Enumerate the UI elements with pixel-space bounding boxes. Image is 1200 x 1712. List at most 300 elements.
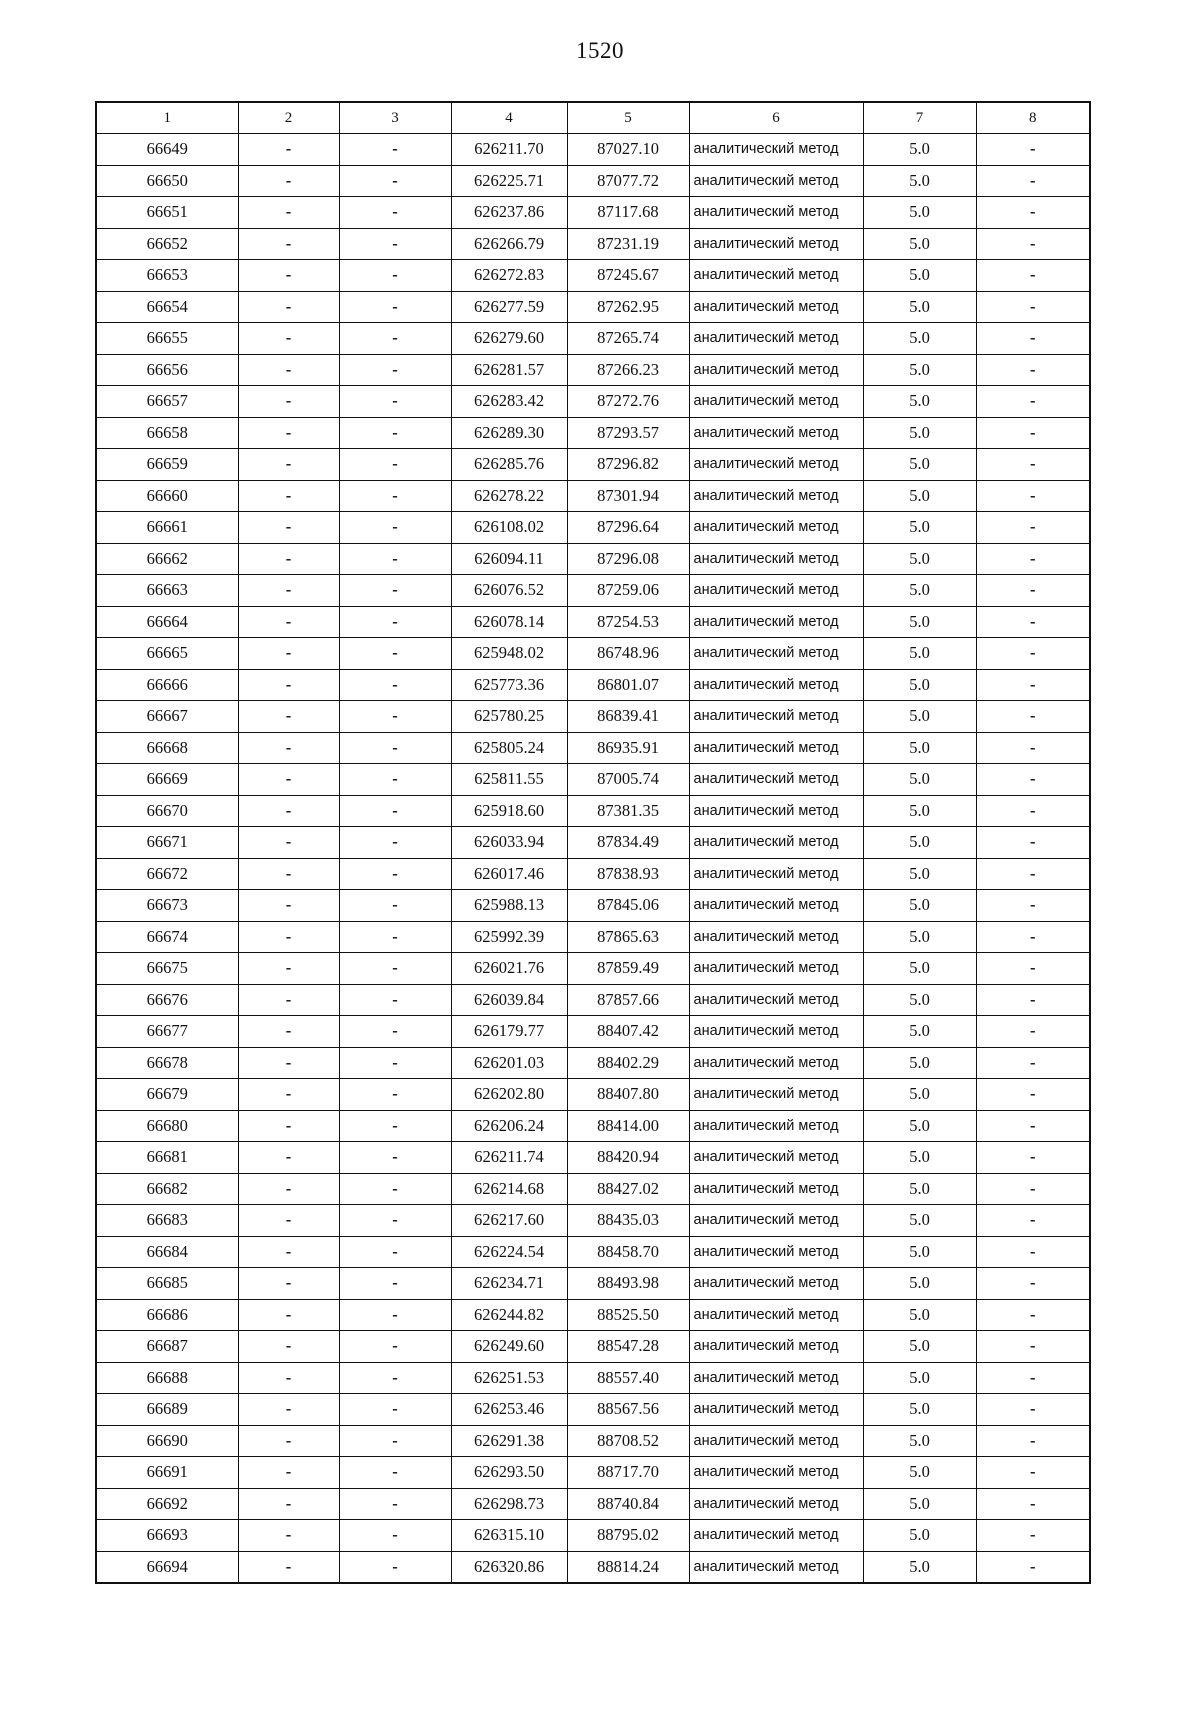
col8-cell: - <box>976 795 1090 827</box>
col8-cell: - <box>976 1394 1090 1426</box>
accuracy-cell: 5.0 <box>863 575 976 607</box>
table-row <box>96 606 1090 638</box>
y-coordinate-cell: 87381.35 <box>567 795 689 827</box>
table-row <box>96 354 1090 386</box>
accuracy-cell: 5.0 <box>863 543 976 575</box>
method-cell: аналитический метод <box>689 354 863 386</box>
method-cell: аналитический метод <box>689 1551 863 1583</box>
x-coordinate-cell: 626224.54 <box>451 1236 567 1268</box>
point-number-cell: 66683 <box>96 1205 238 1237</box>
accuracy-cell: 5.0 <box>863 1457 976 1489</box>
col3-cell: - <box>339 795 451 827</box>
method-cell: аналитический метод <box>689 1236 863 1268</box>
table-row <box>96 291 1090 323</box>
method-cell: аналитический метод <box>689 575 863 607</box>
y-coordinate-cell: 88814.24 <box>567 1551 689 1583</box>
accuracy-cell: 5.0 <box>863 890 976 922</box>
col3-cell: - <box>339 512 451 544</box>
method-cell: аналитический метод <box>689 1520 863 1552</box>
col8-cell: - <box>976 1268 1090 1300</box>
point-number-cell: 66675 <box>96 953 238 985</box>
y-coordinate-cell: 88402.29 <box>567 1047 689 1079</box>
col3-cell: - <box>339 1142 451 1174</box>
point-number-cell: 66670 <box>96 795 238 827</box>
col8-cell: - <box>976 1173 1090 1205</box>
method-cell: аналитический метод <box>689 1142 863 1174</box>
point-number-cell: 66669 <box>96 764 238 796</box>
x-coordinate-cell: 626272.83 <box>451 260 567 292</box>
y-coordinate-cell: 87301.94 <box>567 480 689 512</box>
x-coordinate-cell: 625988.13 <box>451 890 567 922</box>
accuracy-cell: 5.0 <box>863 1016 976 1048</box>
y-coordinate-cell: 87859.49 <box>567 953 689 985</box>
y-coordinate-cell: 87838.93 <box>567 858 689 890</box>
col2-cell: - <box>238 1205 339 1237</box>
method-cell: аналитический метод <box>689 1331 863 1363</box>
x-coordinate-cell: 626283.42 <box>451 386 567 418</box>
accuracy-cell: 5.0 <box>863 1142 976 1174</box>
col8-cell: - <box>976 1520 1090 1552</box>
method-cell: аналитический метод <box>689 417 863 449</box>
col2-cell: - <box>238 449 339 481</box>
y-coordinate-cell: 88493.98 <box>567 1268 689 1300</box>
col8-cell: - <box>976 1551 1090 1583</box>
col3-cell: - <box>339 323 451 355</box>
x-coordinate-cell: 626211.74 <box>451 1142 567 1174</box>
col3-cell: - <box>339 543 451 575</box>
col3-cell: - <box>339 134 451 166</box>
method-cell: аналитический метод <box>689 732 863 764</box>
point-number-cell: 66667 <box>96 701 238 733</box>
accuracy-cell: 5.0 <box>863 1425 976 1457</box>
accuracy-cell: 5.0 <box>863 417 976 449</box>
point-number-cell: 66693 <box>96 1520 238 1552</box>
point-number-cell: 66681 <box>96 1142 238 1174</box>
table-body <box>96 134 1090 1584</box>
col3-cell: - <box>339 417 451 449</box>
table-row <box>96 260 1090 292</box>
x-coordinate-cell: 626277.59 <box>451 291 567 323</box>
column-header-1: 1 <box>96 102 238 134</box>
method-cell: аналитический метод <box>689 1016 863 1048</box>
accuracy-cell: 5.0 <box>863 228 976 260</box>
method-cell: аналитический метод <box>689 480 863 512</box>
method-cell: аналитический метод <box>689 1173 863 1205</box>
x-coordinate-cell: 626281.57 <box>451 354 567 386</box>
col2-cell: - <box>238 260 339 292</box>
col2-cell: - <box>238 1551 339 1583</box>
table-row <box>96 732 1090 764</box>
x-coordinate-cell: 626234.71 <box>451 1268 567 1300</box>
col2-cell: - <box>238 921 339 953</box>
col8-cell: - <box>976 417 1090 449</box>
x-coordinate-cell: 626315.10 <box>451 1520 567 1552</box>
point-number-cell: 66686 <box>96 1299 238 1331</box>
point-number-cell: 66660 <box>96 480 238 512</box>
table-row <box>96 323 1090 355</box>
col8-cell: - <box>976 1331 1090 1363</box>
method-cell: аналитический метод <box>689 1425 863 1457</box>
method-cell: аналитический метод <box>689 638 863 670</box>
point-number-cell: 66668 <box>96 732 238 764</box>
x-coordinate-cell: 625805.24 <box>451 732 567 764</box>
point-number-cell: 66673 <box>96 890 238 922</box>
point-number-cell: 66652 <box>96 228 238 260</box>
col2-cell: - <box>238 197 339 229</box>
col3-cell: - <box>339 354 451 386</box>
table-row <box>96 890 1090 922</box>
col3-cell: - <box>339 386 451 418</box>
col8-cell: - <box>976 1047 1090 1079</box>
accuracy-cell: 5.0 <box>863 1488 976 1520</box>
x-coordinate-cell: 626298.73 <box>451 1488 567 1520</box>
y-coordinate-cell: 87266.23 <box>567 354 689 386</box>
y-coordinate-cell: 87296.08 <box>567 543 689 575</box>
accuracy-cell: 5.0 <box>863 165 976 197</box>
x-coordinate-cell: 626108.02 <box>451 512 567 544</box>
col2-cell: - <box>238 1299 339 1331</box>
method-cell: аналитический метод <box>689 228 863 260</box>
accuracy-cell: 5.0 <box>863 1394 976 1426</box>
col2-cell: - <box>238 953 339 985</box>
method-cell: аналитический метод <box>689 1394 863 1426</box>
col3-cell: - <box>339 1520 451 1552</box>
table-row <box>96 1299 1090 1331</box>
col2-cell: - <box>238 1394 339 1426</box>
col2-cell: - <box>238 480 339 512</box>
accuracy-cell: 5.0 <box>863 1047 976 1079</box>
accuracy-cell: 5.0 <box>863 480 976 512</box>
col8-cell: - <box>976 543 1090 575</box>
col8-cell: - <box>976 953 1090 985</box>
accuracy-cell: 5.0 <box>863 512 976 544</box>
y-coordinate-cell: 87077.72 <box>567 165 689 197</box>
point-number-cell: 66690 <box>96 1425 238 1457</box>
method-cell: аналитический метод <box>689 197 863 229</box>
y-coordinate-cell: 87865.63 <box>567 921 689 953</box>
col8-cell: - <box>976 480 1090 512</box>
table-row <box>96 575 1090 607</box>
table-row <box>96 1268 1090 1300</box>
col3-cell: - <box>339 449 451 481</box>
table-row <box>96 512 1090 544</box>
col3-cell: - <box>339 1173 451 1205</box>
col2-cell: - <box>238 1110 339 1142</box>
table-row <box>96 795 1090 827</box>
col3-cell: - <box>339 291 451 323</box>
x-coordinate-cell: 626039.84 <box>451 984 567 1016</box>
col2-cell: - <box>238 669 339 701</box>
x-coordinate-cell: 626201.03 <box>451 1047 567 1079</box>
table-row <box>96 1551 1090 1583</box>
accuracy-cell: 5.0 <box>863 1236 976 1268</box>
point-number-cell: 66682 <box>96 1173 238 1205</box>
y-coordinate-cell: 88427.02 <box>567 1173 689 1205</box>
method-cell: аналитический метод <box>689 543 863 575</box>
y-coordinate-cell: 88717.70 <box>567 1457 689 1489</box>
table-row <box>96 953 1090 985</box>
col8-cell: - <box>976 1110 1090 1142</box>
col3-cell: - <box>339 1457 451 1489</box>
col3-cell: - <box>339 1236 451 1268</box>
col2-cell: - <box>238 764 339 796</box>
col8-cell: - <box>976 1142 1090 1174</box>
x-coordinate-cell: 626033.94 <box>451 827 567 859</box>
col3-cell: - <box>339 764 451 796</box>
point-number-cell: 66661 <box>96 512 238 544</box>
y-coordinate-cell: 88435.03 <box>567 1205 689 1237</box>
method-cell: аналитический метод <box>689 291 863 323</box>
method-cell: аналитический метод <box>689 260 863 292</box>
x-coordinate-cell: 625918.60 <box>451 795 567 827</box>
col3-cell: - <box>339 1394 451 1426</box>
y-coordinate-cell: 87293.57 <box>567 417 689 449</box>
col2-cell: - <box>238 165 339 197</box>
table-row <box>96 1488 1090 1520</box>
point-number-cell: 66680 <box>96 1110 238 1142</box>
accuracy-cell: 5.0 <box>863 984 976 1016</box>
x-coordinate-cell: 626202.80 <box>451 1079 567 1111</box>
col8-cell: - <box>976 1488 1090 1520</box>
y-coordinate-cell: 86839.41 <box>567 701 689 733</box>
point-number-cell: 66678 <box>96 1047 238 1079</box>
col3-cell: - <box>339 575 451 607</box>
column-header-7: 7 <box>863 102 976 134</box>
col2-cell: - <box>238 606 339 638</box>
accuracy-cell: 5.0 <box>863 1362 976 1394</box>
col8-cell: - <box>976 1425 1090 1457</box>
col3-cell: - <box>339 890 451 922</box>
y-coordinate-cell: 88708.52 <box>567 1425 689 1457</box>
col2-cell: - <box>238 1142 339 1174</box>
col3-cell: - <box>339 1047 451 1079</box>
col3-cell: - <box>339 1362 451 1394</box>
accuracy-cell: 5.0 <box>863 1205 976 1237</box>
table-row <box>96 386 1090 418</box>
table-row <box>96 1362 1090 1394</box>
table-row <box>96 1236 1090 1268</box>
y-coordinate-cell: 88420.94 <box>567 1142 689 1174</box>
x-coordinate-cell: 626291.38 <box>451 1425 567 1457</box>
method-cell: аналитический метод <box>689 323 863 355</box>
point-number-cell: 66663 <box>96 575 238 607</box>
col8-cell: - <box>976 165 1090 197</box>
col3-cell: - <box>339 1110 451 1142</box>
col2-cell: - <box>238 323 339 355</box>
table-row <box>96 1173 1090 1205</box>
col8-cell: - <box>976 858 1090 890</box>
y-coordinate-cell: 87245.67 <box>567 260 689 292</box>
table-row <box>96 1016 1090 1048</box>
column-header-3: 3 <box>339 102 451 134</box>
method-cell: аналитический метод <box>689 1268 863 1300</box>
col8-cell: - <box>976 197 1090 229</box>
point-number-cell: 66657 <box>96 386 238 418</box>
col2-cell: - <box>238 1047 339 1079</box>
point-number-cell: 66651 <box>96 197 238 229</box>
col3-cell: - <box>339 1331 451 1363</box>
table-row <box>96 669 1090 701</box>
accuracy-cell: 5.0 <box>863 795 976 827</box>
method-cell: аналитический метод <box>689 1299 863 1331</box>
table-row <box>96 165 1090 197</box>
method-cell: аналитический метод <box>689 764 863 796</box>
x-coordinate-cell: 626279.60 <box>451 323 567 355</box>
y-coordinate-cell: 88740.84 <box>567 1488 689 1520</box>
col2-cell: - <box>238 386 339 418</box>
accuracy-cell: 5.0 <box>863 1331 976 1363</box>
col2-cell: - <box>238 134 339 166</box>
table-row <box>96 858 1090 890</box>
col8-cell: - <box>976 984 1090 1016</box>
y-coordinate-cell: 87834.49 <box>567 827 689 859</box>
y-coordinate-cell: 88458.70 <box>567 1236 689 1268</box>
table-row <box>96 449 1090 481</box>
col2-cell: - <box>238 827 339 859</box>
method-cell: аналитический метод <box>689 701 863 733</box>
col2-cell: - <box>238 543 339 575</box>
x-coordinate-cell: 625773.36 <box>451 669 567 701</box>
point-number-cell: 66674 <box>96 921 238 953</box>
accuracy-cell: 5.0 <box>863 134 976 166</box>
table-row <box>96 1110 1090 1142</box>
point-number-cell: 66691 <box>96 1457 238 1489</box>
accuracy-cell: 5.0 <box>863 921 976 953</box>
col2-cell: - <box>238 701 339 733</box>
col8-cell: - <box>976 386 1090 418</box>
y-coordinate-cell: 86748.96 <box>567 638 689 670</box>
y-coordinate-cell: 88414.00 <box>567 1110 689 1142</box>
point-number-cell: 66666 <box>96 669 238 701</box>
col3-cell: - <box>339 1268 451 1300</box>
x-coordinate-cell: 626253.46 <box>451 1394 567 1426</box>
x-coordinate-cell: 626217.60 <box>451 1205 567 1237</box>
accuracy-cell: 5.0 <box>863 1110 976 1142</box>
accuracy-cell: 5.0 <box>863 732 976 764</box>
col2-cell: - <box>238 732 339 764</box>
col8-cell: - <box>976 638 1090 670</box>
column-header-8: 8 <box>976 102 1090 134</box>
x-coordinate-cell: 626285.76 <box>451 449 567 481</box>
col2-cell: - <box>238 1488 339 1520</box>
point-number-cell: 66679 <box>96 1079 238 1111</box>
point-number-cell: 66689 <box>96 1394 238 1426</box>
col2-cell: - <box>238 1520 339 1552</box>
table-row <box>96 764 1090 796</box>
point-number-cell: 66676 <box>96 984 238 1016</box>
x-coordinate-cell: 626076.52 <box>451 575 567 607</box>
col3-cell: - <box>339 1205 451 1237</box>
y-coordinate-cell: 88407.42 <box>567 1016 689 1048</box>
x-coordinate-cell: 626266.79 <box>451 228 567 260</box>
x-coordinate-cell: 626278.22 <box>451 480 567 512</box>
point-number-cell: 66677 <box>96 1016 238 1048</box>
y-coordinate-cell: 86935.91 <box>567 732 689 764</box>
col2-cell: - <box>238 1268 339 1300</box>
col8-cell: - <box>976 732 1090 764</box>
point-number-cell: 66655 <box>96 323 238 355</box>
col3-cell: - <box>339 260 451 292</box>
x-coordinate-cell: 626179.77 <box>451 1016 567 1048</box>
col8-cell: - <box>976 323 1090 355</box>
accuracy-cell: 5.0 <box>863 1551 976 1583</box>
table-header-row <box>96 102 1090 134</box>
column-header-4: 4 <box>451 102 567 134</box>
table-row <box>96 1331 1090 1363</box>
table-row <box>96 984 1090 1016</box>
col3-cell: - <box>339 1551 451 1583</box>
accuracy-cell: 5.0 <box>863 827 976 859</box>
y-coordinate-cell: 87262.95 <box>567 291 689 323</box>
accuracy-cell: 5.0 <box>863 1299 976 1331</box>
col3-cell: - <box>339 606 451 638</box>
accuracy-cell: 5.0 <box>863 260 976 292</box>
col8-cell: - <box>976 921 1090 953</box>
point-number-cell: 66687 <box>96 1331 238 1363</box>
method-cell: аналитический метод <box>689 1362 863 1394</box>
accuracy-cell: 5.0 <box>863 354 976 386</box>
point-number-cell: 66649 <box>96 134 238 166</box>
col8-cell: - <box>976 827 1090 859</box>
x-coordinate-cell: 626320.86 <box>451 1551 567 1583</box>
accuracy-cell: 5.0 <box>863 669 976 701</box>
col3-cell: - <box>339 858 451 890</box>
table-row <box>96 417 1090 449</box>
method-cell: аналитический метод <box>689 1205 863 1237</box>
x-coordinate-cell: 626078.14 <box>451 606 567 638</box>
method-cell: аналитический метод <box>689 890 863 922</box>
method-cell: аналитический метод <box>689 953 863 985</box>
method-cell: аналитический метод <box>689 984 863 1016</box>
accuracy-cell: 5.0 <box>863 858 976 890</box>
point-number-cell: 66654 <box>96 291 238 323</box>
col3-cell: - <box>339 480 451 512</box>
accuracy-cell: 5.0 <box>863 449 976 481</box>
x-coordinate-cell: 626249.60 <box>451 1331 567 1363</box>
table-row <box>96 1394 1090 1426</box>
y-coordinate-cell: 88567.56 <box>567 1394 689 1426</box>
point-number-cell: 66694 <box>96 1551 238 1583</box>
y-coordinate-cell: 87254.53 <box>567 606 689 638</box>
x-coordinate-cell: 626251.53 <box>451 1362 567 1394</box>
col2-cell: - <box>238 1173 339 1205</box>
point-number-cell: 66684 <box>96 1236 238 1268</box>
col2-cell: - <box>238 795 339 827</box>
point-number-cell: 66656 <box>96 354 238 386</box>
col8-cell: - <box>976 1299 1090 1331</box>
page-number: 1520 <box>576 38 624 63</box>
table-row <box>96 1425 1090 1457</box>
col3-cell: - <box>339 197 451 229</box>
y-coordinate-cell: 87027.10 <box>567 134 689 166</box>
column-header-2: 2 <box>238 102 339 134</box>
x-coordinate-cell: 625948.02 <box>451 638 567 670</box>
method-cell: аналитический метод <box>689 512 863 544</box>
table-row <box>96 1457 1090 1489</box>
col3-cell: - <box>339 1425 451 1457</box>
method-cell: аналитический метод <box>689 1457 863 1489</box>
col2-cell: - <box>238 1016 339 1048</box>
x-coordinate-cell: 626017.46 <box>451 858 567 890</box>
y-coordinate-cell: 87857.66 <box>567 984 689 1016</box>
point-number-cell: 66692 <box>96 1488 238 1520</box>
col8-cell: - <box>976 764 1090 796</box>
col2-cell: - <box>238 890 339 922</box>
col2-cell: - <box>238 858 339 890</box>
accuracy-cell: 5.0 <box>863 606 976 638</box>
col3-cell: - <box>339 1488 451 1520</box>
point-number-cell: 66671 <box>96 827 238 859</box>
